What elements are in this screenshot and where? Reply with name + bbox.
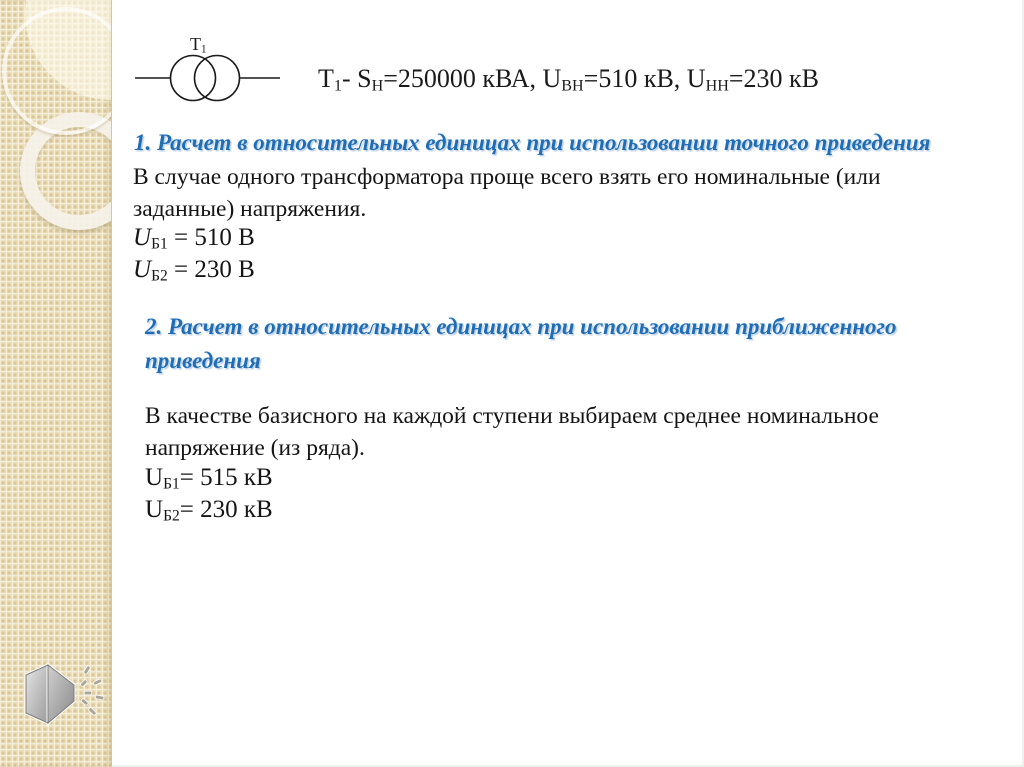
transformer-symbol <box>133 34 285 106</box>
section1-body <box>133 161 881 225</box>
section2-heading-line1: 2. Расчет в относительных единицах при использовании приближенного <box>145 314 897 339</box>
section2-formula-ub2: $U_{Б2}= 230$ кВ <box>145 496 273 525</box>
section2-formula-ub1: $U_{Б1}= 515$ кВ <box>145 464 273 493</box>
section1-formula-ub2: $U_{Б2} = 230$ В <box>133 256 255 285</box>
transformer-label: $Т_1$ <box>190 34 207 56</box>
sound-waves <box>80 666 103 716</box>
transformer-parameters: $Т_1-$ $S_Н=250000$ кВА, $U_{ВН}=510$ кВ, $U_{НН}=230$ кВ <box>318 64 820 95</box>
section1-body-line1: В случае одного трансформатора проще всего взять его номинальные (или <box>133 164 881 190</box>
section2-body <box>145 400 879 464</box>
speaker-icon[interactable] <box>18 653 116 761</box>
section2-body-line2: напряжение (из ряда). <box>145 435 365 461</box>
section1-body-line2: заданные) напряжения. <box>133 196 367 222</box>
speaker-body <box>26 665 74 723</box>
section2-heading-line2: приведения <box>145 348 261 373</box>
transformer-circles-icon <box>133 54 285 104</box>
decorative-ring-thin <box>2 7 112 135</box>
section2-heading <box>145 310 897 378</box>
decorative-sidebar <box>0 0 112 767</box>
section1-formula-ub1: $U_{Б1} = 510$ В <box>133 224 255 253</box>
section1-heading: 1. Расчет в относительных единицах при использовании точного приведения <box>134 130 931 155</box>
section2-body-line1: В качестве базисного на каждой ступени выбираем среднее номинальное <box>145 403 879 429</box>
